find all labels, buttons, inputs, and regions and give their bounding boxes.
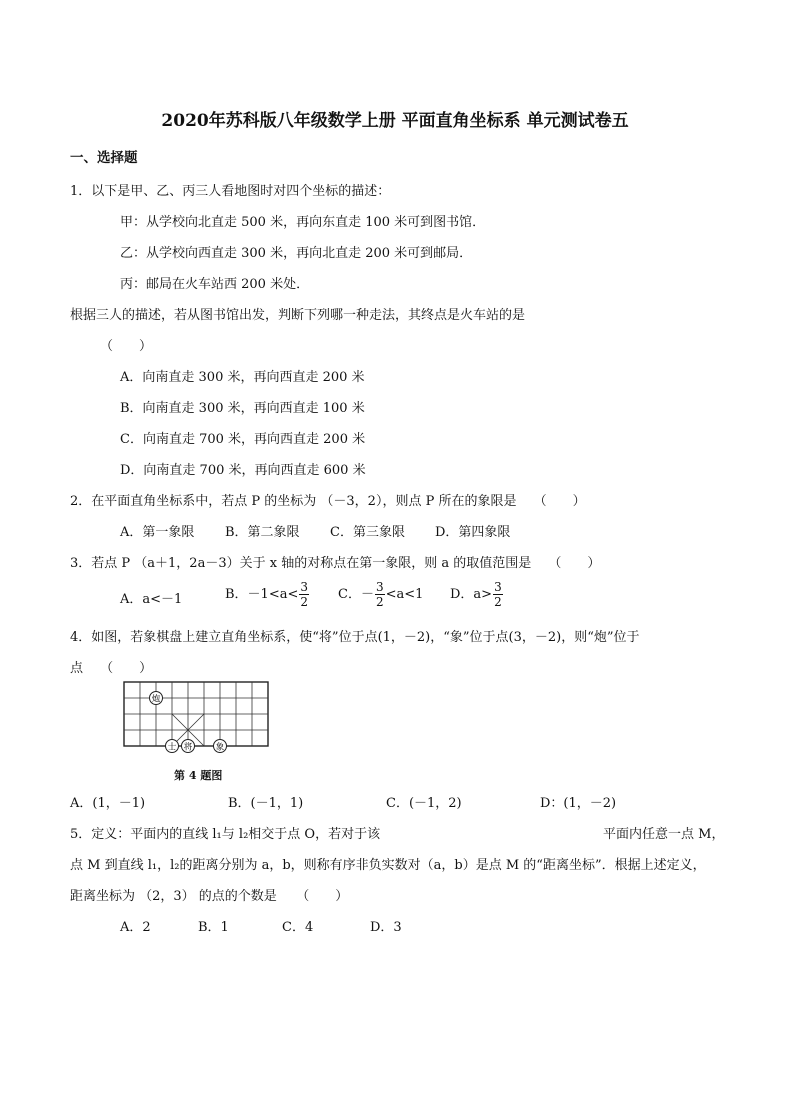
q1-bing: 丙：邮局在火车站西 200 米处．	[120, 277, 310, 292]
q4-option-c: C．(－1，2)	[386, 796, 462, 811]
q1-option-a: A．向南直走 300 米，再向西直走 200 米	[120, 370, 365, 385]
q1-yi: 乙：从学校向西直走 300 米，再向北直走 200 米可到邮局．	[120, 246, 473, 261]
q4-stem-line1: 4．如图，若象棋盘上建立直角坐标系，使“将”位于点(1，－2)，“象”位于点(3，－2)，则“炮”位于	[70, 630, 640, 645]
q3-option-c-suffix: <a<1	[385, 587, 424, 602]
q4-option-b: B．(－1，1)	[228, 796, 304, 811]
q2-stem: 2．在平面直角坐标系中，若点 P 的坐标为 （－3，2），则点 P 所在的象限是 （ ）	[70, 494, 586, 509]
q5-line2: 点 M 到直线 l₁，l₂的距离分别为 a，b，则称有序非负实数对（a，b）是点 M 的“距离坐标”．根据上述定义，	[70, 858, 706, 873]
svg-text:象: 象	[215, 742, 225, 753]
q2-option-c: C．第三象限	[330, 525, 405, 540]
svg-text:士: 士	[167, 742, 177, 753]
q3-stem: 3．若点 P （a＋1，2a－3）关于 x 轴的对称点在第一象限，则 a 的取值范围是 （ ）	[70, 556, 601, 571]
chess-piece-jiang	[182, 740, 195, 753]
q3-option-d	[450, 581, 504, 608]
chess-piece-xiang	[214, 740, 227, 753]
figure-caption: 第 4 题图	[174, 769, 223, 782]
q5-option-a: A．2	[120, 920, 151, 935]
fraction-three-halves: $\frac{3}{2}$	[300, 580, 309, 609]
q5-option-c: C．4	[282, 920, 314, 935]
q5-line3: 距离坐标为 （2，3） 的点的个数是 （ ）	[70, 889, 349, 904]
board-grid	[124, 682, 268, 746]
q5-option-d: D．3	[370, 920, 402, 935]
q3-option-a: A．a<－1	[120, 592, 183, 607]
q1-answer-blank: （ ）	[100, 339, 153, 354]
q3-option-b	[225, 581, 310, 608]
q4-stem-line2: 点 （ ）	[70, 661, 153, 676]
q1-question: 根据三人的描述，若从图书馆出发，判断下列哪一种走法，其终点是火车站的是	[70, 308, 526, 323]
q3-option-b-prefix: B．－1<a<	[225, 587, 299, 602]
q1-option-d: D．向南直走 700 米，再向西直走 600 米	[120, 463, 366, 478]
q5-stem-part2: 平面内任意一点 M，	[603, 827, 725, 842]
fraction-three-halves: $\frac{3}{2}$	[375, 580, 384, 609]
section-heading: 一、选择题	[70, 150, 138, 166]
q1-option-b: B．向南直走 300 米，再向西直走 100 米	[120, 401, 365, 416]
q3-option-c-prefix: C．－	[338, 587, 374, 602]
q3-option-c	[338, 581, 423, 608]
q1-stem: 1．以下是甲、乙、丙三人看地图时对四个坐标的描述：	[70, 184, 391, 199]
q1-option-c: C．向南直走 700 米，再向西直走 200 米	[120, 432, 366, 447]
q2-option-b: B．第二象限	[225, 525, 300, 540]
q4-option-d: D：(1，－2)	[540, 796, 617, 811]
q2-option-d: D．第四象限	[435, 525, 511, 540]
chess-piece-pao	[150, 692, 163, 705]
q2-option-a: A．第一象限	[120, 525, 195, 540]
page-title: 2020年苏科版八年级数学上册 平面直角坐标系 单元测试卷五	[161, 111, 629, 131]
fraction-three-halves: $\frac{3}{2}$	[494, 580, 502, 609]
chess-piece-shi	[166, 740, 179, 753]
q4-option-a: A．(1，－1)	[70, 796, 146, 811]
svg-text:炮: 炮	[151, 694, 161, 705]
q5-option-b: B．1	[198, 920, 229, 935]
svg-text:将: 将	[183, 742, 193, 753]
q1-jia: 甲：从学校向北直走 500 米，再向东直走 100 米可到图书馆．	[120, 215, 486, 230]
chessboard-figure	[122, 680, 272, 762]
q3-option-d-prefix: D．a>	[450, 587, 493, 602]
q5-stem-part1: 5．定义：平面内的直线 l₁与 l₂相交于点 O，若对于该	[70, 827, 381, 842]
